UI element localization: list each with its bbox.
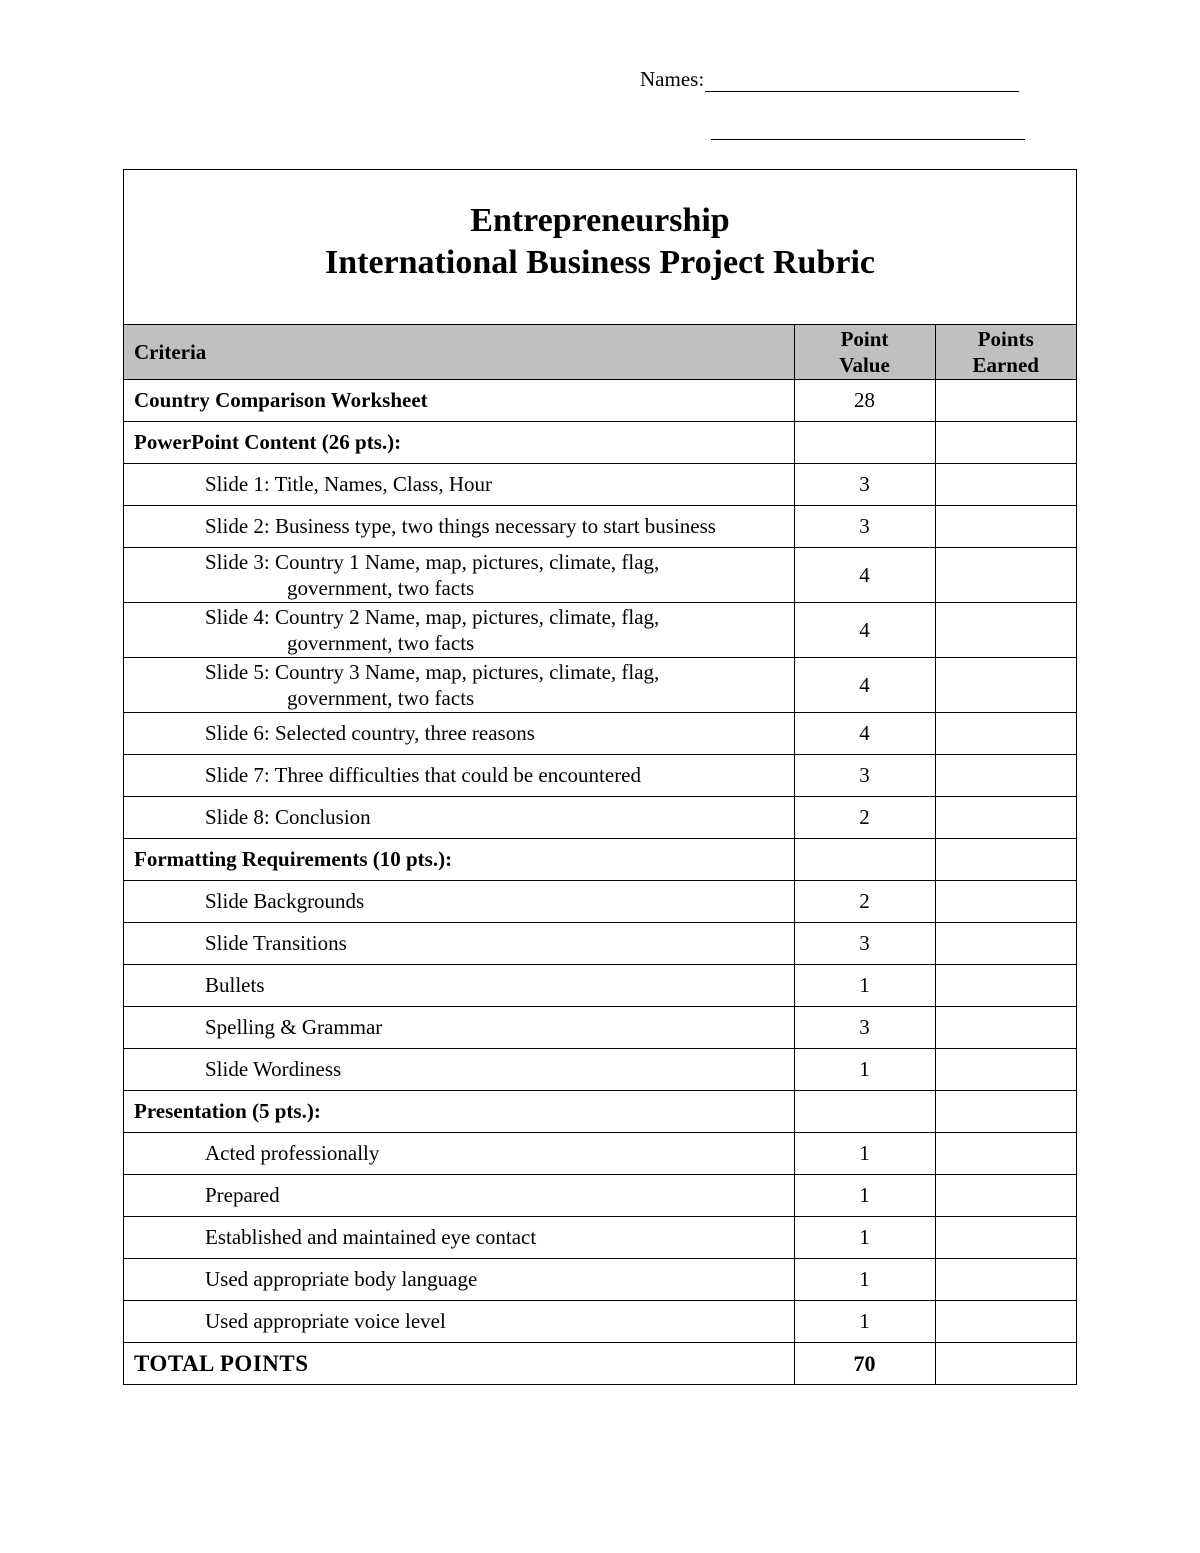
point-value-cell: 3: [794, 464, 935, 506]
table-row: [124, 1091, 1076, 1133]
points-earned-cell[interactable]: [935, 1091, 1076, 1133]
point-value-cell: 4: [794, 603, 935, 658]
points-earned-cell[interactable]: [935, 380, 1076, 422]
criteria-cell: Country Comparison Worksheet: [124, 380, 794, 422]
criteria-line-2: government, two facts: [287, 686, 475, 710]
rubric-body: [124, 380, 1076, 1385]
point-value-cell: 1: [794, 1049, 935, 1091]
points-earned-cell[interactable]: [935, 839, 1076, 881]
table-row: [124, 1259, 1076, 1301]
point-value-cell: 1: [794, 1133, 935, 1175]
table-row: [124, 1301, 1076, 1343]
point-value-cell: 3: [794, 1007, 935, 1049]
points-earned-header-line-1: Points: [977, 327, 1034, 351]
point-value-cell: [794, 422, 935, 464]
criteria-cell: Slide Backgrounds: [124, 881, 794, 923]
point-value-cell: 1: [794, 1175, 935, 1217]
criteria-cell: [124, 548, 794, 603]
table-row: [124, 923, 1076, 965]
criteria-cell: Acted professionally: [124, 1133, 794, 1175]
table-row: [124, 839, 1076, 881]
criteria-line-2: government, two facts: [287, 631, 475, 655]
criteria-cell: Used appropriate voice level: [124, 1301, 794, 1343]
point-value-cell: 3: [794, 755, 935, 797]
points-earned-cell[interactable]: [935, 965, 1076, 1007]
table-row: [124, 1049, 1076, 1091]
points-earned-cell[interactable]: [935, 464, 1076, 506]
title-line-2: International Business Project Rubric: [325, 244, 875, 281]
point-value-cell: 2: [794, 797, 935, 839]
names-line-2[interactable]: [711, 139, 1025, 140]
points-earned-cell[interactable]: [935, 1175, 1076, 1217]
names-label: Names:: [640, 67, 705, 91]
criteria-text: [205, 549, 794, 601]
table-row: [124, 965, 1076, 1007]
point-value-cell: 2: [794, 881, 935, 923]
table-row: [124, 422, 1076, 464]
points-earned-cell[interactable]: [935, 1217, 1076, 1259]
table-row: [124, 603, 1076, 658]
points-earned-cell[interactable]: [935, 881, 1076, 923]
point-value-cell: 1: [794, 1217, 935, 1259]
criteria-cell: Slide 1: Title, Names, Class, Hour: [124, 464, 794, 506]
points-earned-cell[interactable]: [935, 1343, 1076, 1385]
table-row: [124, 380, 1076, 422]
point-value-cell: 4: [794, 658, 935, 713]
table-row: [124, 1217, 1076, 1259]
table-row: [124, 1175, 1076, 1217]
point-value-cell: 70: [794, 1343, 935, 1385]
names-block: [640, 62, 1030, 92]
table-row: [124, 464, 1076, 506]
table-row: [124, 548, 1076, 603]
criteria-text: [205, 604, 794, 656]
rubric-table: [124, 325, 1076, 1384]
criteria-cell: Bullets: [124, 965, 794, 1007]
table-row: [124, 506, 1076, 548]
criteria-cell: Slide Wordiness: [124, 1049, 794, 1091]
points-earned-cell[interactable]: [935, 923, 1076, 965]
point-value-cell: [794, 1091, 935, 1133]
point-value-header-line-2: Value: [839, 353, 890, 377]
points-earned-cell[interactable]: [935, 548, 1076, 603]
points-earned-cell[interactable]: [935, 797, 1076, 839]
points-earned-cell[interactable]: [935, 1049, 1076, 1091]
criteria-cell: TOTAL POINTS: [124, 1343, 794, 1385]
point-value-cell: 4: [794, 548, 935, 603]
criteria-cell: PowerPoint Content (26 pts.):: [124, 422, 794, 464]
points-earned-cell[interactable]: [935, 658, 1076, 713]
criteria-cell: Formatting Requirements (10 pts.):: [124, 839, 794, 881]
criteria-cell: Prepared: [124, 1175, 794, 1217]
points-earned-cell[interactable]: [935, 506, 1076, 548]
criteria-cell: Presentation (5 pts.):: [124, 1091, 794, 1133]
table-row: [124, 1133, 1076, 1175]
criteria-cell: Established and maintained eye contact: [124, 1217, 794, 1259]
point-value-header-line-1: Point: [840, 327, 889, 351]
criteria-cell: Slide 8: Conclusion: [124, 797, 794, 839]
criteria-line-2: government, two facts: [287, 576, 475, 600]
points-earned-cell[interactable]: [935, 422, 1076, 464]
table-row: [124, 1343, 1076, 1385]
point-value-cell: 1: [794, 1259, 935, 1301]
table-row: [124, 658, 1076, 713]
points-earned-cell[interactable]: [935, 1133, 1076, 1175]
table-row: [124, 755, 1076, 797]
point-value-cell: [794, 839, 935, 881]
points-earned-header-line-2: Earned: [972, 353, 1039, 377]
point-value-cell: 1: [794, 1301, 935, 1343]
table-row: [124, 797, 1076, 839]
rubric-title: [124, 170, 1076, 325]
criteria-line-1: Slide 4: Country 2 Name, map, pictures, climate, flag,: [205, 605, 660, 629]
criteria-text: [205, 659, 794, 711]
point-value-header: [794, 325, 935, 380]
point-value-cell: 3: [794, 923, 935, 965]
criteria-cell: [124, 658, 794, 713]
rubric-table-frame: [123, 169, 1077, 1385]
points-earned-cell[interactable]: [935, 1259, 1076, 1301]
criteria-cell: Slide 2: Business type, two things necessary to start business: [124, 506, 794, 548]
criteria-header: Criteria: [124, 325, 794, 380]
criteria-cell: Slide 7: Three difficulties that could be encountered: [124, 755, 794, 797]
names-line-1[interactable]: [705, 69, 1019, 92]
header-row: [124, 325, 1076, 380]
point-value-cell: 1: [794, 965, 935, 1007]
title-line-1: Entrepreneurship: [470, 202, 730, 239]
criteria-cell: Used appropriate body language: [124, 1259, 794, 1301]
points-earned-cell[interactable]: [935, 603, 1076, 658]
criteria-line-1: Slide 3: Country 1 Name, map, pictures, climate, flag,: [205, 550, 660, 574]
points-earned-cell[interactable]: [935, 1007, 1076, 1049]
table-row: [124, 713, 1076, 755]
table-row: [124, 881, 1076, 923]
criteria-cell: Slide Transitions: [124, 923, 794, 965]
points-earned-cell[interactable]: [935, 1301, 1076, 1343]
names-row: [640, 62, 1030, 92]
point-value-cell: 28: [794, 380, 935, 422]
points-earned-cell[interactable]: [935, 713, 1076, 755]
criteria-cell: Spelling & Grammar: [124, 1007, 794, 1049]
points-earned-cell[interactable]: [935, 755, 1076, 797]
point-value-cell: 4: [794, 713, 935, 755]
table-row: [124, 1007, 1076, 1049]
criteria-cell: Slide 6: Selected country, three reasons: [124, 713, 794, 755]
point-value-cell: 3: [794, 506, 935, 548]
criteria-cell: [124, 603, 794, 658]
points-earned-header: [935, 325, 1076, 380]
criteria-line-1: Slide 5: Country 3 Name, map, pictures, climate, flag,: [205, 660, 660, 684]
